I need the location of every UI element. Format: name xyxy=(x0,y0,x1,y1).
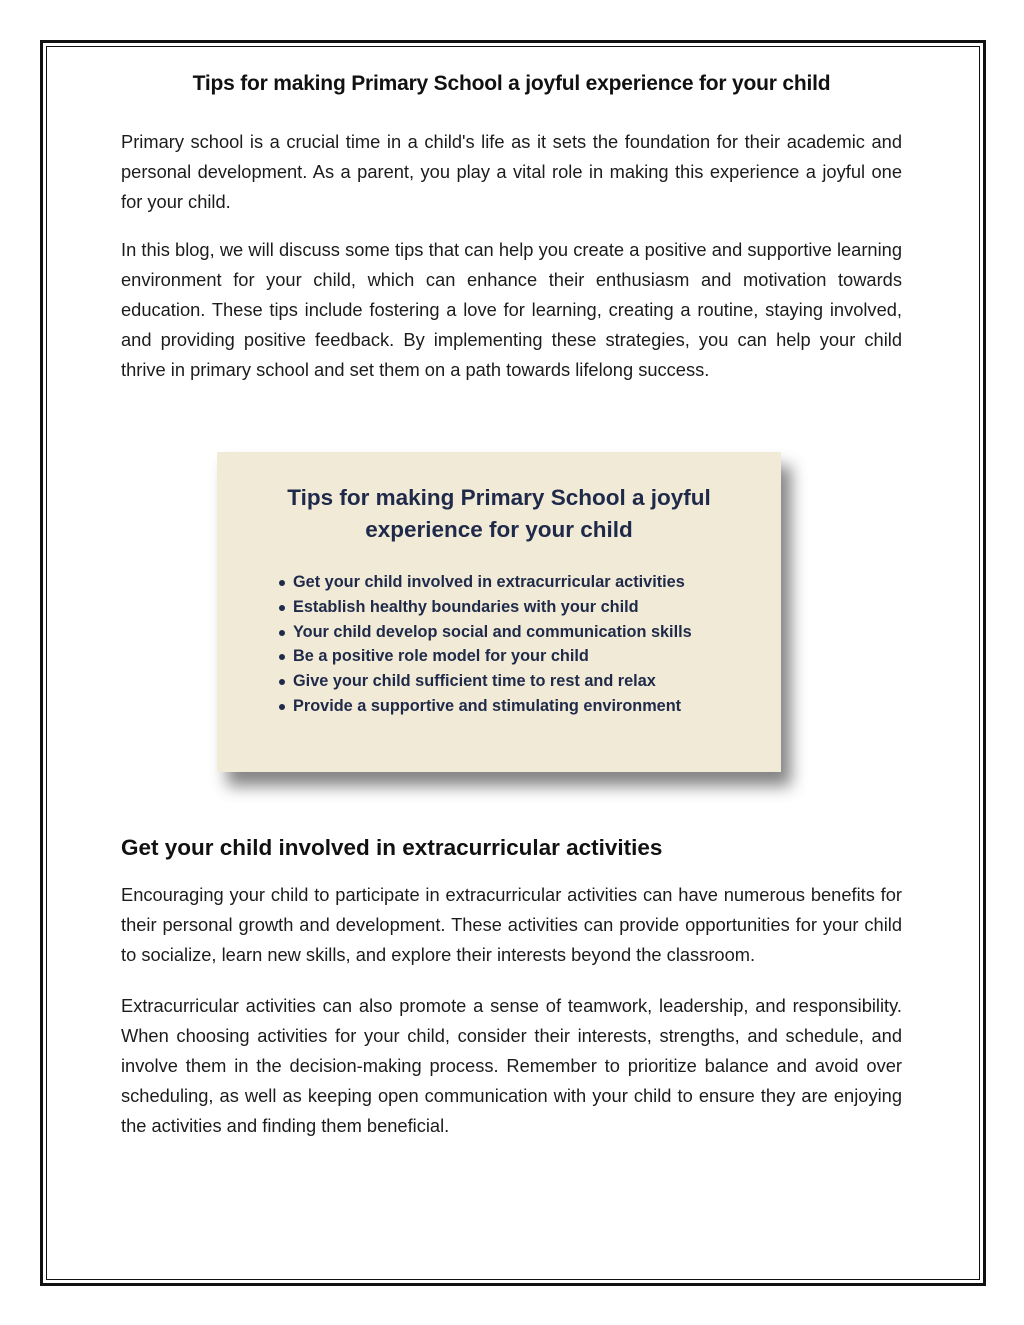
infographic-tip-item: Get your child involved in extracurricular activities xyxy=(279,570,781,595)
intro-section xyxy=(121,68,902,386)
infographic-tip-item: Give your child sufficient time to rest and relax xyxy=(279,669,781,694)
infographic-title: Tips for making Primary School a joyful experience for your child xyxy=(287,485,711,542)
infographic-tip-item: Establish healthy boundaries with your child xyxy=(279,595,781,620)
infographic-tip-item: Provide a supportive and stimulating environment xyxy=(279,694,781,719)
intro-paragraph-2: In this blog, we will discuss some tips that can help you create a positive and supportive learning environment for your child, which can enhance their enthusiasm and motivation towards education. These tips include fostering a love for learning, creating a routine, staying involved, and providing positive feedback. By implementing these strategies, you can help your child thrive in primary school and set them on a path towards lifelong success. xyxy=(121,238,902,381)
section-paragraph-1: Encouraging your child to participate in extracurricular activities can have numerous benefits for their personal growth and development. These activities can provide opportunities for your child to socialize, learn new skills, and explore their interests beyond the classroom. xyxy=(121,884,902,966)
tips-infographic xyxy=(217,452,781,772)
infographic-tips-list xyxy=(217,570,781,719)
document-title: Tips for making Primary School a joyful experience for your child xyxy=(192,72,831,95)
section-body xyxy=(121,856,902,1142)
infographic-tip-item: Your child develop social and communication skills xyxy=(279,620,781,645)
section-heading: Get your child involved in extracurricular activities xyxy=(121,835,663,860)
infographic-card xyxy=(217,452,781,772)
section-paragraph-2: Extracurricular activities can also promote a sense of teamwork, leadership, and responsibility. When choosing activities for your child, consider their interests, strengths, and schedule, and involve them in the decision-making process. Remember to prioritize balance and avoid over scheduling, as well as keeping open communication with your child to ensure they are enjoying the activities and finding them beneficial. xyxy=(121,994,902,1137)
infographic-tip-item: Be a positive role model for your child xyxy=(279,644,781,669)
intro-paragraph-1: Primary school is a crucial time in a child's life as it sets the foundation for their academic and personal development. As a parent, you play a vital role in making this experience a joyful one for your child. xyxy=(121,131,902,213)
